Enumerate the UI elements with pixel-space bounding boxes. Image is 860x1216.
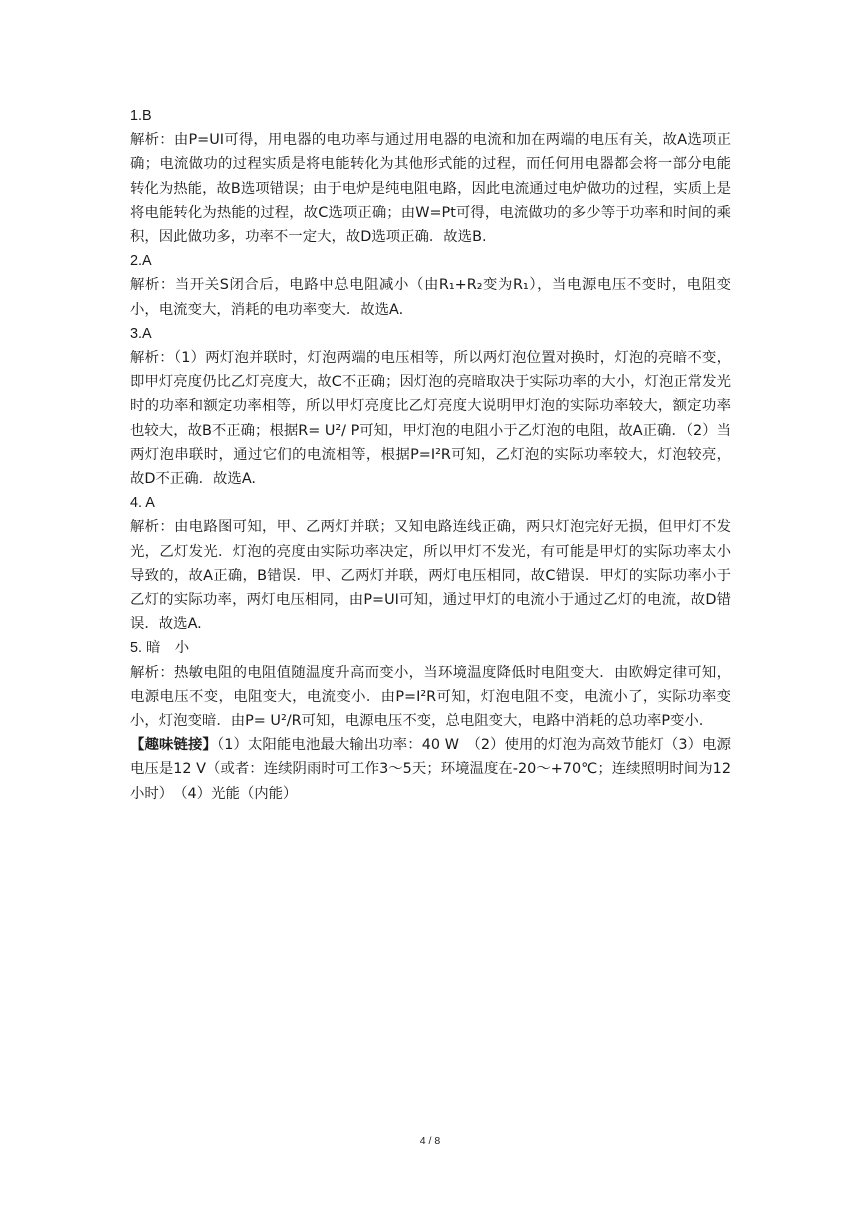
answer-1-number: 1.B — [130, 108, 152, 124]
answer-4-number: 4. A — [130, 495, 155, 512]
answer-4-analysis: 解析：由电路图可知，甲、乙两灯并联；又知电路连线正确，两只灯泡完好无损，但甲灯不发光，乙灯发光．灯泡的亮度由实际功率决定，所以甲灯不发光，有可能是甲灯的实际功率太小导致的，故A正确，B错误．甲、乙两灯并联，两灯电压相同，故C错误．甲灯的实际功率小于乙灯的实际功率，两灯电压相同，由P=UI可知，通过甲灯的电流小于通过乙灯的电流，故D错误．故选A. — [130, 519, 731, 633]
fun-link-label: 【趣味链接】 — [130, 737, 217, 754]
answer-2-number: 2.A — [130, 253, 152, 270]
answer-5-number: 5. 暗 小 — [130, 640, 190, 657]
answer-1-analysis: 解析：由P=UI可得，用电器的电功率与通过用电器的电流和加在两端的电压有关，故A选项正确；电流做功的过程实质是将电能转化为其他形式能的过程，而任何用电器都会将一部分电能转化为热能，故B选项错误；由于电炉是纯电阻电路，因此电流通过电炉做功的过程，实质上是将电能转化为热能的过程，故C选项正确；由W=Pt可得，电流做功的多少等于功率和时间的乘积，因此做功多，功率不一定大，故D选项正确．故选B. — [130, 132, 731, 246]
answer-5-analysis: 解析：热敏电阻的电阻值随温度升高而变小，当环境温度降低时电阻变大．由欧姆定律可知，电源电压不变，电阻变大，电流变小．由P=I²R可知，灯泡电阻不变，电流小了，实际功率变小，灯泡变暗．由P= U²/R可知，电源电压不变，总电阻变大，电路中消耗的总功率P变小. — [130, 664, 731, 730]
answer-3-analysis: 解析：（1）两灯泡并联时，灯泡两端的电压相等，所以两灯泡位置对换时，灯泡的亮暗不变，即甲灯亮度仍比乙灯亮度大，故C不正确；因灯泡的亮暗取决于实际功率的大小，灯泡正常发光时的功率和额定功率相等，所以甲灯亮度比乙灯亮度大说明甲灯泡的实际功率较大，额定功率也较大，故B不正确；根据R= U²/ P可知，甲灯泡的电阻小于乙灯泡的电阻，故A正确．（2）当两灯泡串联时，通过它们的电流相等，根据P=I²R可知，乙灯泡的实际功率较大，灯泡较亮，故D不正确．故选A. — [130, 350, 731, 488]
answer-3-number: 3.A — [130, 325, 152, 342]
fun-link-text: （1）太阳能电池最大输出功率：40 W （2）使用的灯泡为高效节能灯（3）电源电压是12 V（或者：连续阴雨时可工作3～5天；环境温度在-20～+70℃；连续照明时间为12小时） （4）光能（内能） — [130, 737, 731, 802]
page-number: 4 / 8 — [419, 1135, 441, 1147]
fun-link-paragraph — [130, 733, 731, 806]
answer-content — [130, 104, 731, 806]
answer-2-analysis: 解析：当开关S闭合后，电路中总电阻减小（由R₁+R₂变为R₁），当电源电压不变时，电阻变小，电流变大，消耗的电功率变大．故选A. — [130, 277, 731, 318]
